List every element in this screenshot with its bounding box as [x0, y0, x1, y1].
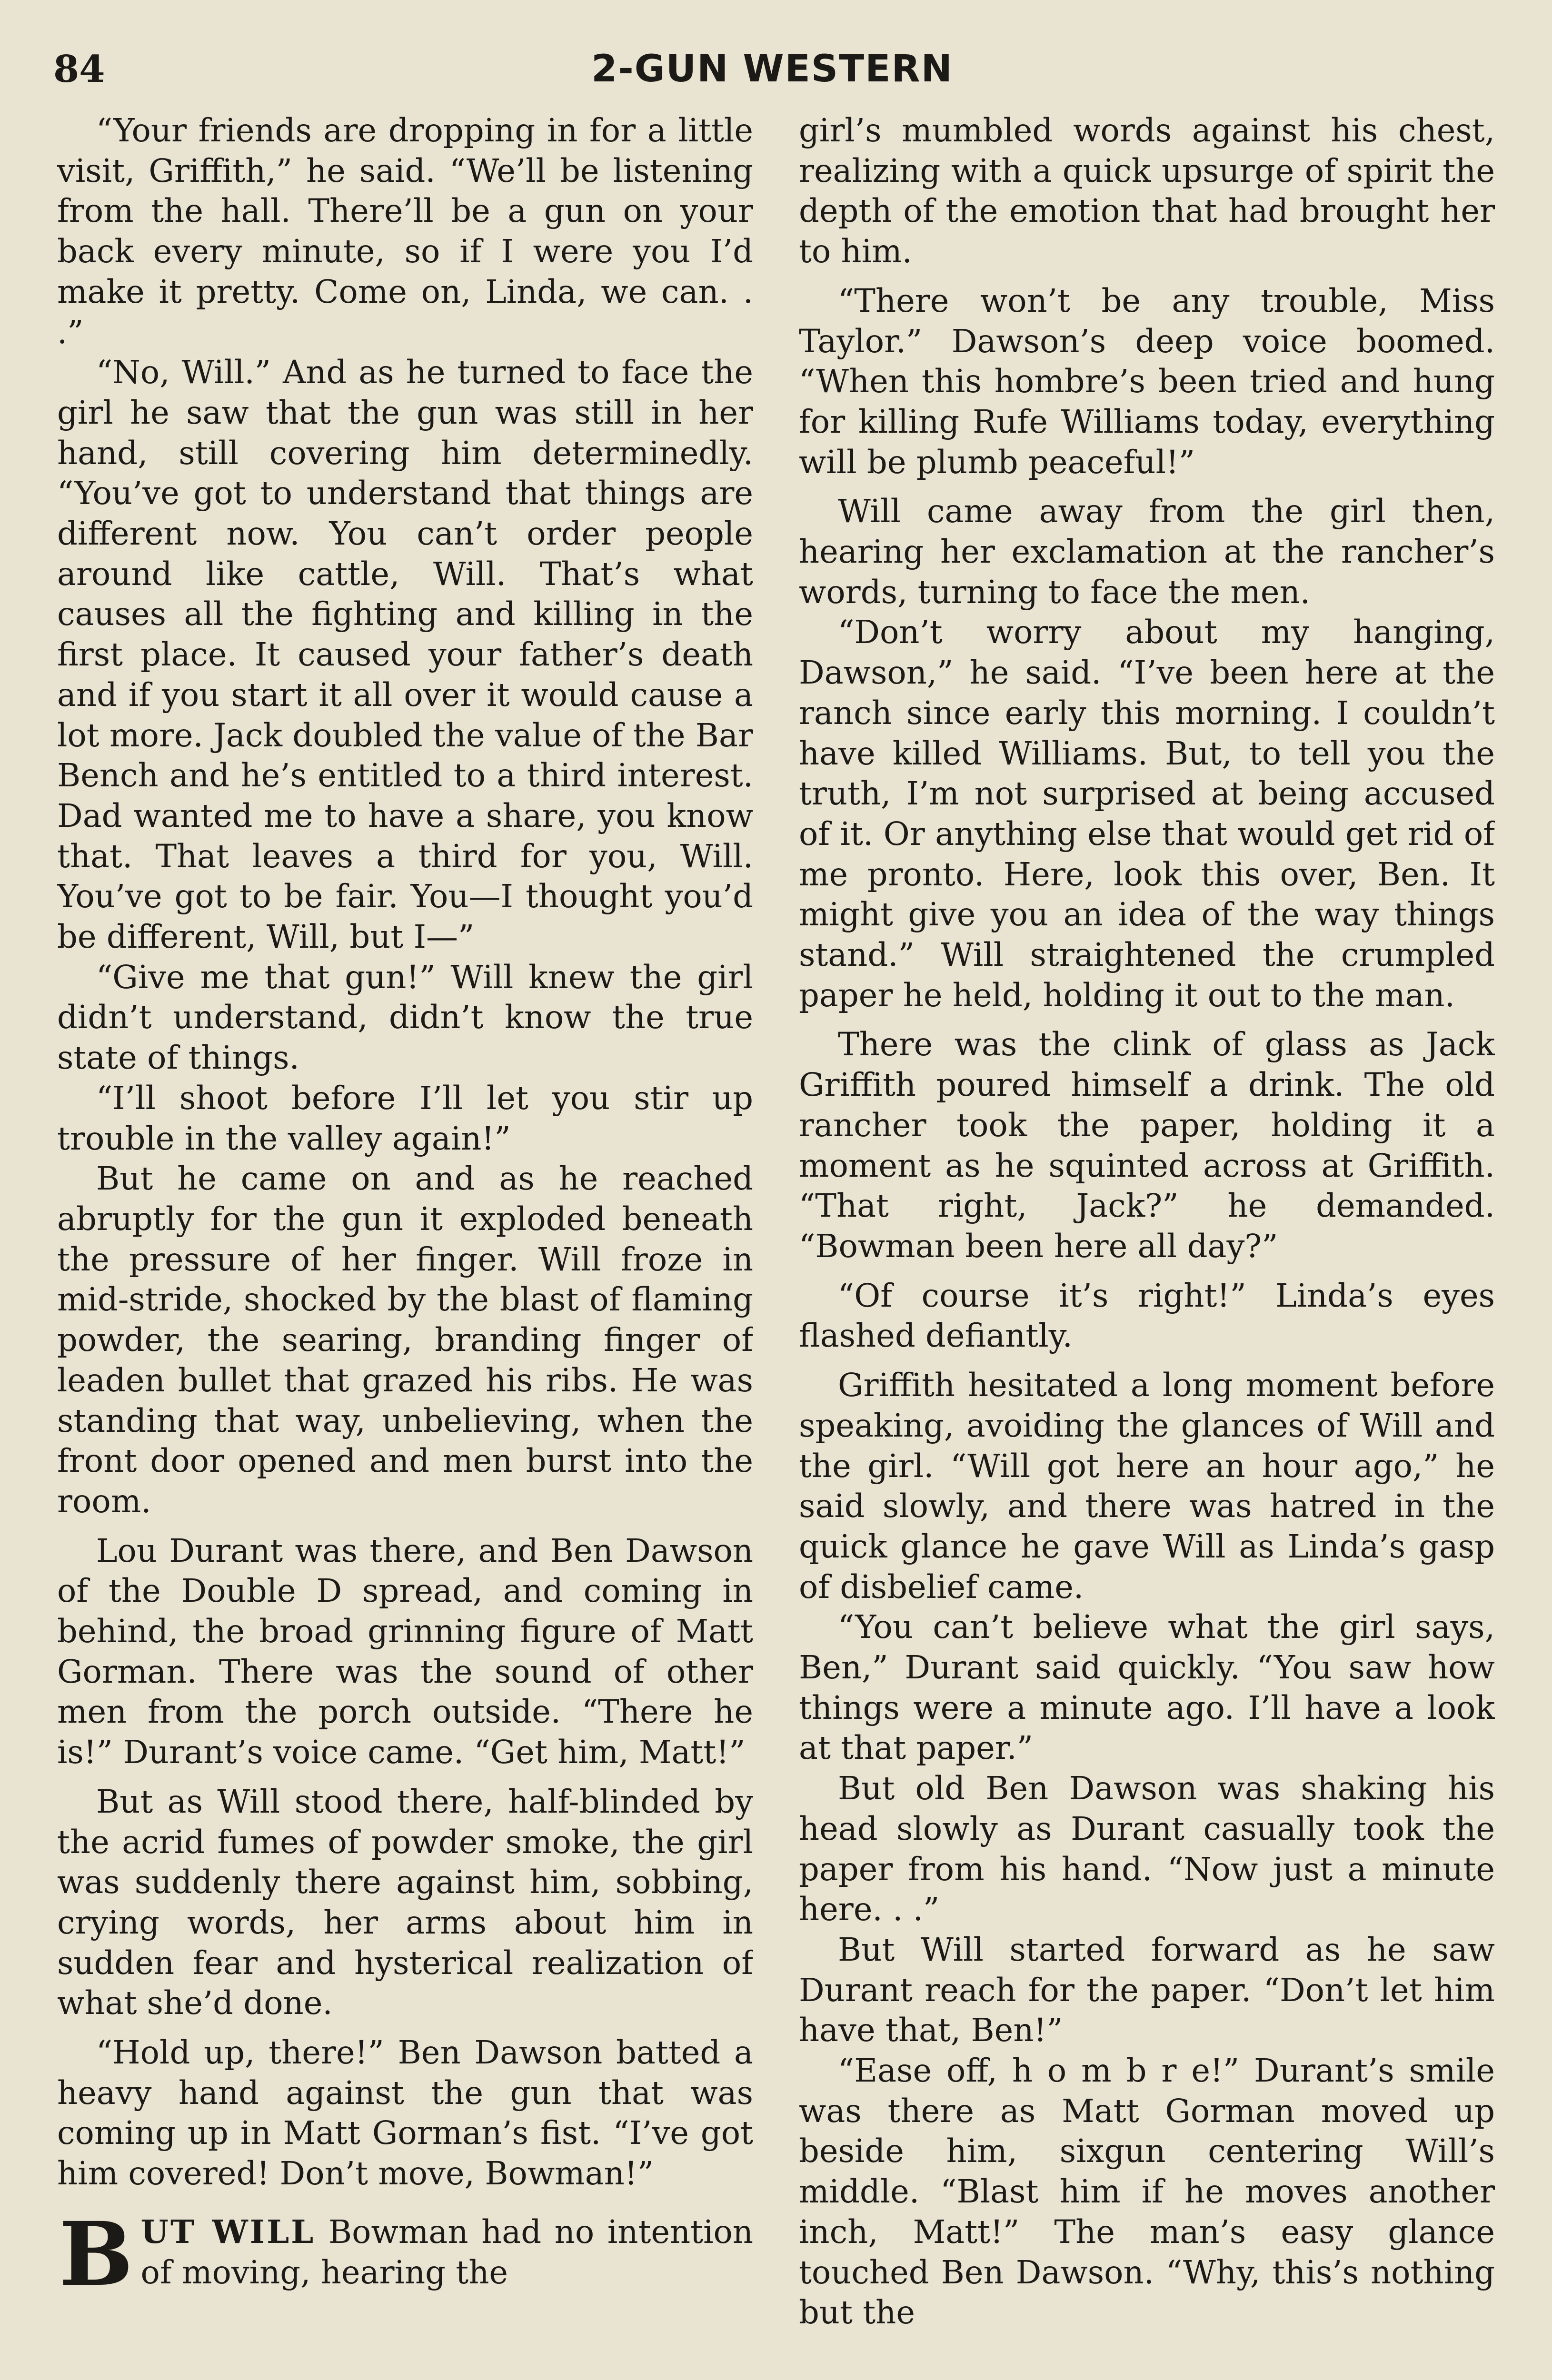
page-number: 84	[53, 48, 105, 91]
paragraph: “Don’t worry about my hanging, Dawson,” he said. “I’ve been here at the ranch since early this morning. I couldn’t have killed Williams. But, to tell you the truth, I’m not surprised at being accused of it. Or anything else that would get rid of me pronto. Here, look this over, Ben. It might give you an idea of the way things stand.” Will straightened the crumpled paper he held, holding it out to the man.	[799, 614, 1495, 1014]
dropcap-paragraph	[57, 2202, 753, 2306]
drop-cap-letter: B	[59, 2202, 133, 2306]
paragraph: “You can’t believe what the girl says, Ben,” Durant said quickly. “You saw how things were a minute ago. I’ll have a look at that paper.”	[799, 1608, 1495, 1767]
paragraph: But Will started forward as he saw Durant reach for the paper. “Don’t let him have that, Ben!”	[799, 1931, 1495, 2049]
paragraph: “Hold up, there!” Ben Dawson batted a heavy hand against the gun that was coming up in Matt Gorman’s fist. “I’ve got him covered! Don’t move, Bowman!”	[57, 2034, 753, 2192]
paragraph: “Give me that gun!” Will knew the girl didn’t understand, didn’t know the true state of things.	[57, 958, 753, 1077]
running-title: 2-GUN WESTERN	[591, 48, 953, 90]
right-column	[799, 110, 1495, 2380]
left-column	[57, 110, 753, 2380]
paragraph: But as Will stood there, half-blinded by the acrid fumes of powder smoke, the girl was suddenly there against him, sobbing, crying words, her arms about him in sudden fear and hysterical realization of what she’d done.	[57, 1783, 753, 2022]
paragraph: Lou Durant was there, and Ben Dawson of the Double D spread, and coming in behind, the broad grinning figure of Matt Gorman. There was the sound of other men from the porch outside. “There he is!” Durant’s voice came. “Get him, Matt!”	[57, 1532, 753, 1771]
small-caps-lead: UT WILL	[140, 2212, 316, 2251]
paragraph: Griffith hesitated a long moment before speaking, avoiding the glances of Will and the girl. “Will got here an hour ago,” he said slowly, and there was hatred in the quick glance he gave Will as Linda’s gasp of disbelief came.	[799, 1367, 1495, 1606]
paragraph: “There won’t be any trouble, Miss Taylor.” Dawson’s deep voice boomed. “When this hombre’s been tried and hung for killing Rufe Williams today, everything will be plumb peaceful!”	[799, 282, 1495, 481]
paragraph: There was the clink of glass as Jack Griffith poured himself a drink. The old rancher took the paper, holding it a moment as he squinted across at Griffith. “That right, Jack?” he demanded. “Bowman been here all day?”	[799, 1026, 1495, 1265]
paragraph: “Of course it’s right!” Linda’s eyes flashed defiantly.	[799, 1277, 1495, 1355]
paragraph: But he came on and as he reached abruptly for the gun it exploded beneath the pressure of her finger. Will froze in mid-stride, shocked by the blast of flaming powder, the searing, branding finger of leaden bullet that grazed his ribs. He was standing that way, unbelieving, when the front door opened and men burst into the room.	[57, 1160, 753, 1520]
dropcap-paragraph-text: Bowman had no intention of moving, hearing the	[140, 2213, 753, 2291]
paragraph: Will came away from the girl then, hearing her exclamation at the rancher’s words, turning to face the men.	[799, 493, 1495, 611]
paragraph: “I’ll shoot before I’ll let you stir up trouble in the valley again!”	[57, 1079, 753, 1157]
paragraph: “Ease off, h o m b r e!” Durant’s smile was there as Matt Gorman moved up beside him, sixgun centering Will’s middle. “Blast him if he moves another inch, Matt!” The man’s easy glance touched Ben Dawson. “Why, this’s nothing but the	[799, 2052, 1495, 2331]
page-header	[53, 48, 1491, 100]
paragraph: “Your friends are dropping in for a little visit, Griffith,” he said. “We’ll be listening from the hall. There’ll be a gun on your back every minute, so if I were you I’d make it pretty. Come on, Linda, we can. . .”	[57, 112, 753, 351]
paragraph-continued: girl’s mumbled words against his chest, realizing with a quick upsurge of spirit the depth of the emotion that had brought her to him.	[799, 112, 1495, 270]
paragraph: “No, Will.” And as he turned to face the girl he saw that the gun was still in her hand, still covering him determinedly. “You’ve got to understand that things are different now. You can’t order people around like cattle, Will. That’s what causes all the fighting and killing in the first place. It caused your father’s death and if you start it all over it would cause a lot more. Jack doubled the value of the Bar Bench and he’s entitled to a third interest. Dad wanted me to have a share, you know that. That leaves a third for you, Will. You’ve got to be fair. You—I thought you’d be different, Will, but I—”	[57, 354, 753, 956]
paragraph: But old Ben Dawson was shaking his head slowly as Durant casually took the paper from his hand. “Now just a minute here. . .”	[799, 1770, 1495, 1928]
